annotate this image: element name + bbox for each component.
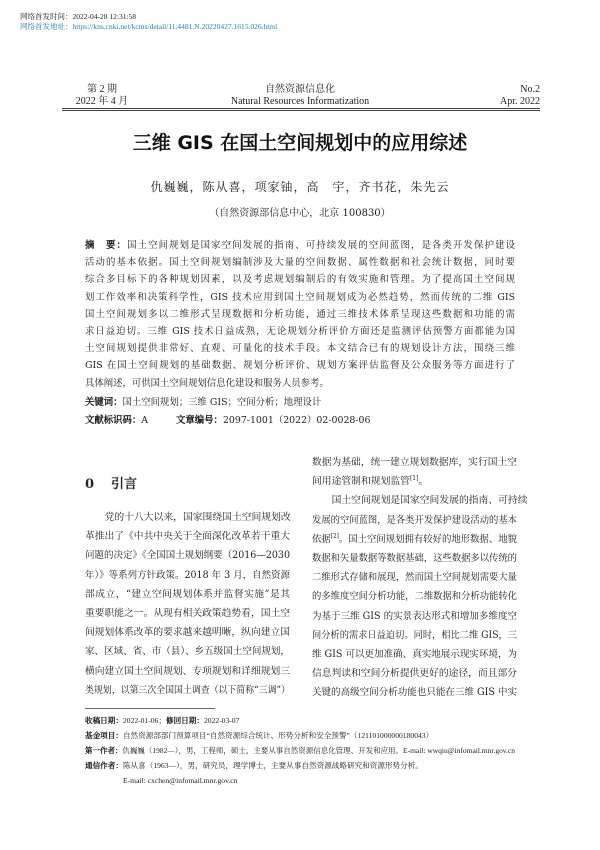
body-line (312, 607, 518, 626)
footnote-dates (85, 713, 555, 728)
first-author-value: 仇巍巍（1982—），男，工程师，硕士，主要从事自然资源信息化管理、开发和应用。E-mail: wwqiu@infomail.mnr.gov.cn (122, 746, 516, 755)
abstract-text: 求日益迫切。三维 GIS 技术日益成熟，无论规划分析评价方面还是监测评估预警方面都能为国 (85, 326, 515, 338)
abstract-line (85, 271, 515, 288)
body-line (85, 508, 290, 527)
body-text: 发展的空间蓝图，是各类开发保护建设活动的基本 (312, 514, 517, 526)
body-line (85, 623, 289, 642)
revised-label: 修回日期： (166, 716, 204, 725)
received-value: 2022-01-06； (122, 716, 166, 725)
section-number: 0 (85, 477, 95, 492)
abstract-line (85, 357, 515, 374)
abstract-line (85, 306, 515, 323)
body-text: 间规划体系改革的要求越来越明晰，纵向建立国 (85, 627, 290, 639)
body-text: 年）》等系列方针政策。2018 年 3 月，自然资源 (85, 569, 291, 581)
header-rule (62, 110, 540, 111)
body-line (312, 587, 517, 606)
section-heading (85, 473, 137, 492)
body-line (85, 681, 290, 700)
paper-title: 三维 GIS 在国土空间规划中的应用综述 (132, 132, 468, 154)
url-label: 网络首发地址： (20, 22, 73, 31)
abstract-line (85, 323, 515, 340)
left-column-body (85, 508, 290, 700)
body-line (312, 472, 517, 491)
abstract-line (85, 254, 515, 271)
received-label: 收稿日期： (85, 716, 123, 725)
online-publish-time (20, 12, 136, 22)
body-text: 二维形式存储和展现，然而国土空间规划需要大量 (312, 572, 517, 584)
url-link[interactable]: https://kns.cnki.net/kcms/detail/11.4481.N.20220427.1615.026.html (72, 22, 278, 31)
fund-label: 基金项目： (85, 731, 123, 740)
doc-code-label: 文献标识码： (85, 415, 142, 426)
author-list: 仇巍巍，陈从喜，项家铀，高 宇，齐书花，朱先云 (150, 180, 450, 194)
body-text: 数据和矢量数据等数据基础，这些数据多以传统的 (312, 553, 517, 565)
keywords-label: 关键词： (85, 397, 123, 408)
body-line (85, 662, 289, 681)
body-text: 家、区域、省、市（县）、乡五级国土空间规划， (85, 646, 290, 658)
section-title: 引言 (111, 477, 138, 492)
body-line (85, 585, 290, 604)
body-line (85, 566, 291, 585)
abstract-text: GIS 在国土空间规划的基础数据、规划分析评价、规划方案评估监督及公众服务等方面进行了 (85, 360, 515, 372)
body-line (312, 645, 518, 664)
body-line (312, 626, 518, 645)
abstract-line (85, 375, 515, 392)
body-text: 数据为基础，统一建立规划数据库，实行国土空 (312, 457, 517, 468)
body-line (85, 642, 290, 661)
body-text: 革推出了《中共中央关于全面深化改革若干重大 (85, 531, 290, 543)
body-line (312, 683, 518, 702)
article-number-value: 2097-1001（2022）02-0028-06 (222, 415, 371, 426)
abstract-text: 综合多目标下的各种规划因素，以及考虑规划编制后的有效实施和管理。为了提高国土空间规 (85, 274, 515, 286)
body-line (85, 604, 289, 623)
body-text: 信息判读和空间分析提供更好的途径，而且部分 (312, 668, 517, 680)
body-line (312, 549, 517, 568)
keywords (85, 396, 321, 410)
abstract-line (85, 289, 515, 306)
abstract-text: 土空间规划提供非常好、直观、可量化的技术手段。本文结合已有的规划设计方法，围绕三维 (85, 343, 515, 355)
footnote-corresponding-author (85, 758, 555, 773)
body-line (312, 530, 518, 549)
footnote-rule (85, 708, 215, 709)
citation-ref[interactable]: [2] (330, 532, 339, 540)
body-text: 。国土空间规划拥有较好的地形数据、地貌 (338, 533, 518, 545)
body-text: 。 (418, 476, 429, 488)
footnote-fund (85, 728, 555, 743)
body-text: 问题的决定》《全国国土规划纲要（2016—2030 (85, 550, 291, 562)
corresponding-author-email: E-mail: cxchen@infomail.mnr.gov.cn (123, 776, 238, 785)
body-text: 类规划，以第三次全国国土调查（以下简称“三调”） (85, 684, 290, 696)
keywords-value: 国土空间规划；三维 GIS；空间分析；地理设计 (122, 397, 322, 408)
body-line (312, 453, 516, 472)
journal-name-cn: 自然资源信息化 (265, 84, 335, 95)
abstract-text: 国土空间规划多以二维形式呈现数据和分析功能，通过三维技术体系呈现这些数据和功能的需 (85, 308, 515, 320)
body-line (85, 546, 291, 565)
body-text: 重要职能之一。从现有相关政策趋势看，国土空 (85, 608, 290, 620)
body-line (85, 527, 289, 546)
body-text: 间分析的需求日益迫切。同时，相比二维 GIS，三 (312, 629, 518, 641)
body-text: 的多维度空间分析功能，二维数据和分析功能转化 (312, 591, 517, 603)
issue-cn: 第 2 期 (87, 84, 117, 95)
abstract-text: 活动的基本依据。国土空间规划编制涉及大量的空间数据、属性数据和社会统计数据，同时要 (85, 257, 515, 269)
body-line (312, 664, 516, 683)
body-text: 为基于三维 GIS 的实景表达形式和增加多维度空 (312, 610, 518, 622)
body-line (312, 511, 517, 530)
first-author-label: 第一作者： (85, 746, 123, 755)
body-text: 部成立，“建立空间规划体系并监督实施”是其 (85, 588, 290, 600)
body-text: 横向建立国土空间规划、专项规划和详细规划三 (85, 665, 290, 677)
date-cn: 2022 年 4 月 (75, 96, 129, 107)
online-publish-url (20, 22, 277, 32)
body-line (312, 568, 517, 587)
doc-code-value: A (141, 415, 149, 426)
document-codes (85, 414, 370, 428)
body-text: 国土空间规划是国家空间发展的指南、可持续 (331, 495, 528, 507)
footnotes (85, 713, 555, 788)
header-rule (62, 108, 540, 109)
corresponding-author-value: 陈从喜（1963—），男，研究员，理学博士，主要从事自然资源战略研究和资源形势分析。 (122, 761, 423, 770)
abstract-text: 具体阐述，可供国土空间规划信息化建设和服务人员参考。 (85, 377, 329, 389)
corresponding-author-label: 通信作者： (85, 761, 123, 770)
abstract-label: 摘 要： (85, 240, 128, 251)
right-column-body (312, 453, 528, 703)
journal-issue-en (460, 84, 540, 108)
body-line (312, 491, 528, 510)
abstract-text: 划工作效率和决策科学性，GIS 技术应用到国土空间规划成为必然趋势，然而传统的二维 GIS (85, 291, 515, 303)
body-text: 党的十八大以来，国家围绕国土空间规划改 (104, 512, 291, 523)
abstract-line (85, 237, 515, 254)
journal-name-en: Natural Resources Informatization (230, 96, 370, 107)
issue-en: No.2 (520, 84, 540, 95)
abstract (85, 237, 515, 392)
fund-value: 自然资源部部门预算项目“自然资源综合统计、形势分析和安全预警”（121101000000180043） (122, 731, 434, 740)
time-label: 网络首发时间： (20, 12, 73, 21)
body-text: 间用途管制和规划监管 (312, 476, 410, 488)
body-text: 维 GIS 可以更加准确、真实地展示现实环境，为 (312, 649, 518, 661)
article-number-label: 文章编号： (176, 415, 223, 426)
time-value: 2022-04-28 12:31:58 (72, 12, 137, 21)
date-en: Apr. 2022 (500, 96, 540, 107)
citation-ref[interactable]: [1] (409, 475, 419, 483)
affiliation: （自然资源部信息中心，北京 100830） (209, 208, 391, 219)
body-text: 依据 (312, 533, 331, 545)
abstract-text: 国土空间规划是国家空间发展的指南、可持续发展的空间蓝图，是各类开发保护建设 (127, 240, 515, 251)
revised-value: 2022-03-07 (203, 716, 240, 725)
journal-name (180, 84, 420, 108)
body-text: 关键的高级空间分析功能也只能在三维 GIS 中实 (312, 687, 518, 699)
abstract-line (85, 340, 515, 357)
footnote-first-author (85, 743, 548, 758)
journal-issue-cn (62, 84, 142, 108)
